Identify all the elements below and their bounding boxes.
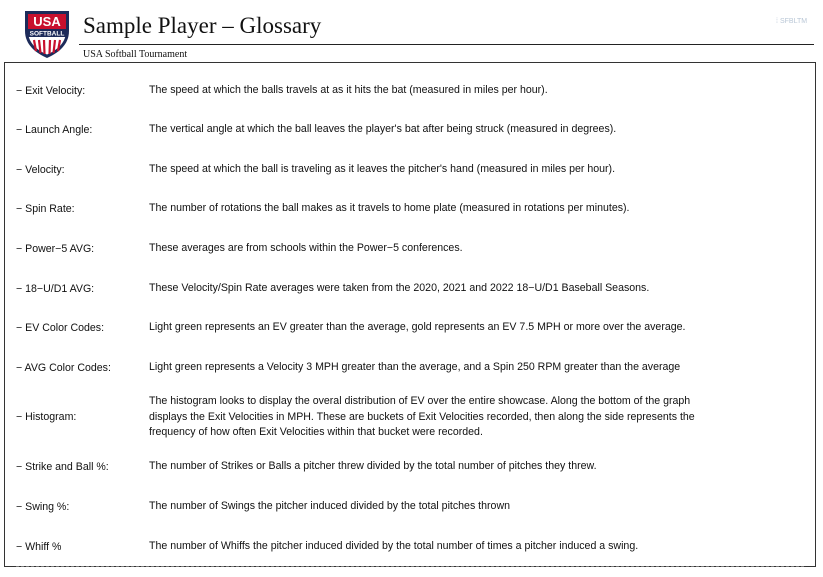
glossary-definition: The vertical angle at which the ball leaves the player's bat after being struck (measured in degrees). [149,123,617,135]
glossary-row [16,459,806,475]
svg-text:USA: USA [33,14,61,29]
glossary-definition: The number of rotations the ball makes as it travels to home plate (measured in rotations per minutes). [149,202,630,214]
glossary-row [16,499,806,515]
glossary-term: − 18−U/D1 AVG: [16,282,95,295]
glossary-panel [4,62,816,567]
glossary-definition: The speed at which the balls travels at as it hits the bat (measured in miles per hour). [149,84,548,96]
glossary-row [16,83,806,99]
glossary-definition: The speed at which the ball is traveling as it leaves the pitcher's hand (measured in miles per hour). [149,163,616,175]
glossary-definition: Light green represents an EV greater than the average, gold represents an EV 7.5 MPH or more over the average. [149,321,686,333]
glossary-row [16,162,806,178]
glossary-definition: These averages are from schools within the Power−5 conferences. [149,242,463,254]
glossary-row [16,122,806,138]
glossary-row [16,539,806,555]
glossary-row [16,281,806,297]
page-subtitle: USA Softball Tournament [83,49,188,60]
glossary-term: − EV Color Codes: [16,321,105,334]
corner-watermark-text: SFBLTM [779,17,808,25]
glossary-term: − Swing %: [16,500,70,513]
glossary-definition: The number of Whiffs the pitcher induced divided by the total number of times a pitcher induced a swing. [149,540,639,552]
glossary-row [16,201,806,217]
svg-text:SOFTBALL: SOFTBALL [29,30,65,38]
glossary-definition: The number of Strikes or Balls a pitcher threw divided by the total number of pitches they threw. [149,460,597,472]
usa-softball-logo [22,9,72,59]
glossary-definition: The histogram looks to display the overal distribution of EV over the entire showcase. Along the bottom of the graph displays the Exit Velocities in MPH. These are buckets of Exit Velocities recorded, then along the side represents the frequency of how often Exit Velocities within that bucket were recorded. [149,395,695,438]
glossary-term: − AVG Color Codes: [16,361,111,374]
glossary-term: − Whiff % [16,540,62,553]
glossary-term: − Velocity: [16,163,65,176]
footer-dashed-divider [16,566,804,567]
glossary-term: − Strike and Ball %: [16,460,109,473]
glossary-term: − Histogram: [16,411,77,424]
glossary-definition: The number of Swings the pitcher induced divided by the total pitches thrown [149,500,510,512]
glossary-term: − Spin Rate: [16,202,75,215]
page-title: Sample Player – Glossary [83,13,322,38]
corner-watermark [776,14,806,28]
glossary-definition: Light green represents a Velocity 3 MPH greater than the average, and a Spin 250 RPM greater than the average [149,361,681,373]
glossary-term: − Power−5 AVG: [16,242,95,255]
glossary-row [16,394,806,441]
title-divider [79,44,814,45]
glossary-term: − Exit Velocity: [16,84,86,97]
glossary-row [16,320,806,336]
bat-icon: ⁞ [776,17,778,25]
glossary-definition: These Velocity/Spin Rate averages were taken from the 2020, 2021 and 2022 18−U/D1 Baseball Seasons. [149,282,650,294]
glossary-row [16,360,806,376]
glossary-row [16,241,806,257]
glossary-term: − Launch Angle: [16,123,93,136]
